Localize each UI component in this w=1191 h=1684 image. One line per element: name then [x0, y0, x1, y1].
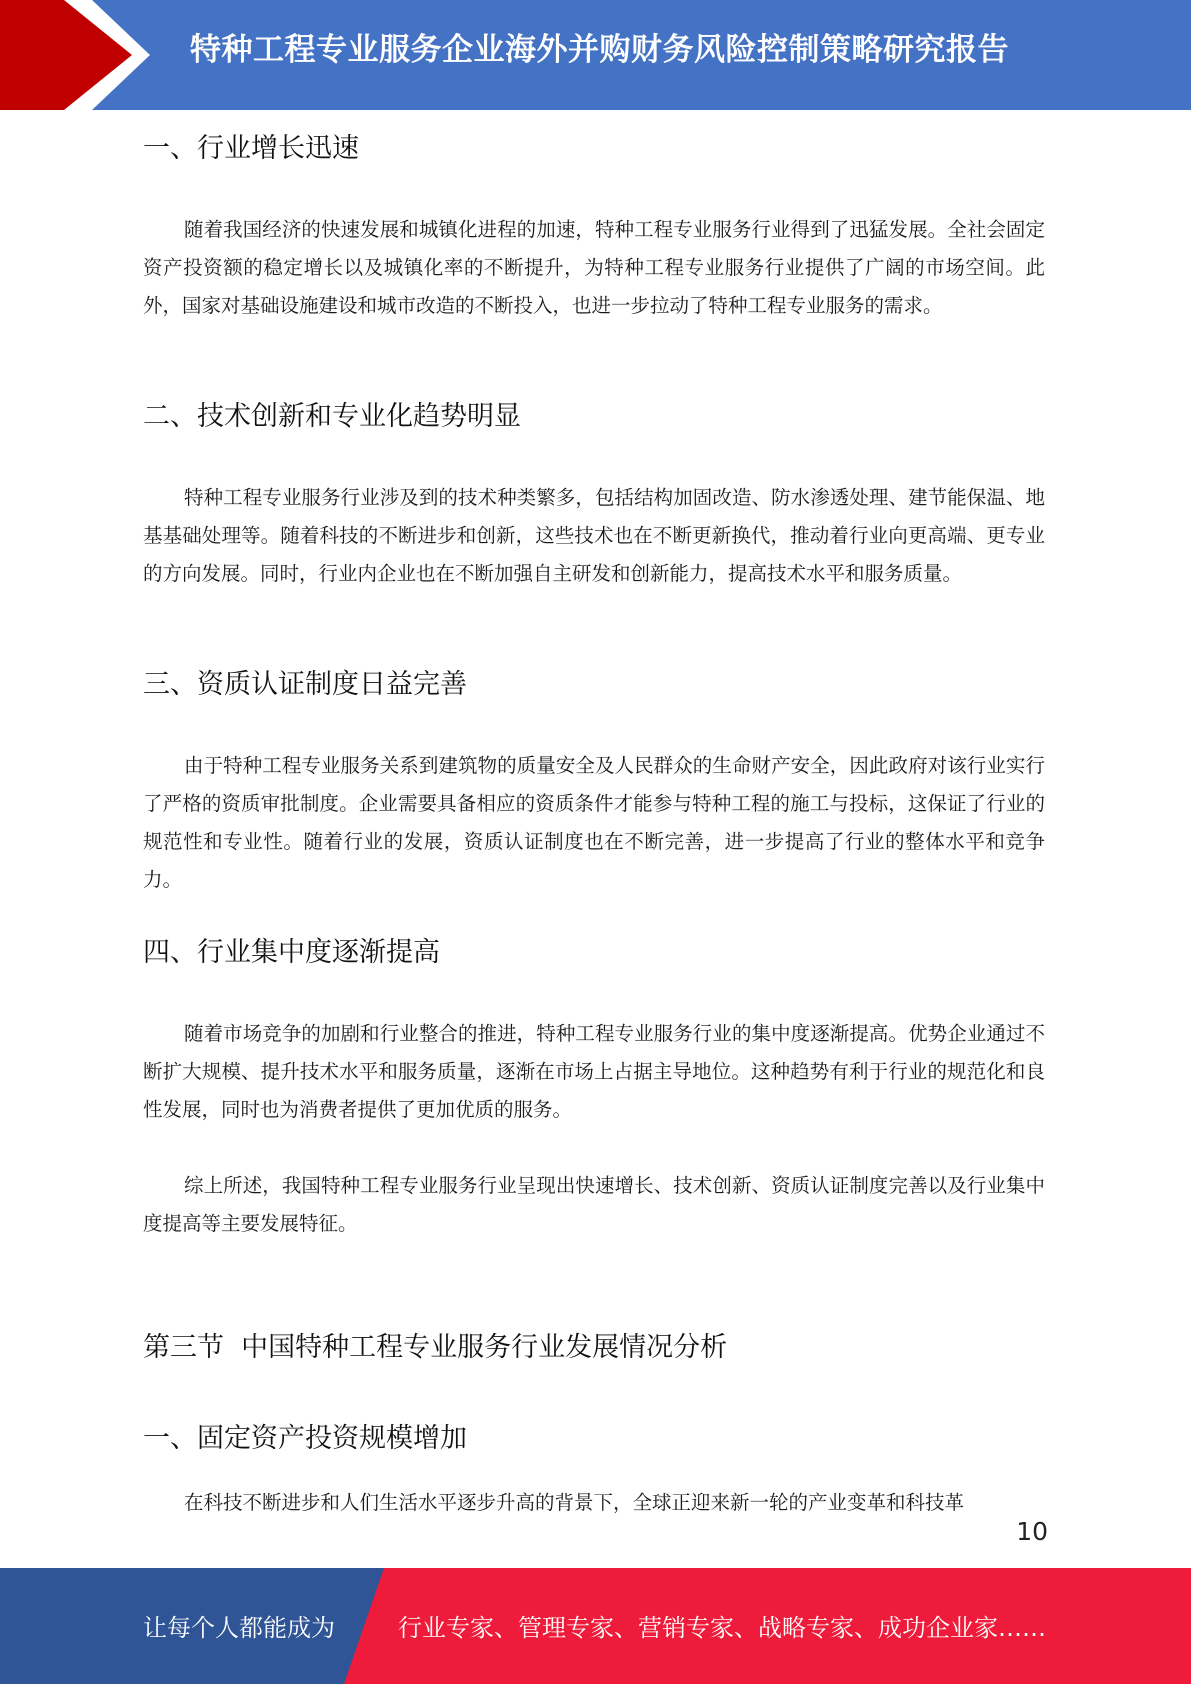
report-title: 特种工程专业服务企业海外并购财务风险控制策略研究报告 — [190, 32, 1009, 68]
summary-paragraph: 综上所述，我国特种工程专业服务行业呈现出快速增长、技术创新、资质认证制度完善以及行业集中度提高等主要发展特征。 — [143, 1174, 1045, 1235]
page-number: 10 — [1016, 1517, 1048, 1546]
section-paragraph-3: 由于特种工程专业服务关系到建筑物的质量安全及人民群众的生命财产安全，因此政府对该行业实行了严格的资质审批制度。企业需要具备相应的资质条件才能参与特种工程的施工与投标，这保证了行业的规范性和专业性。随着行业的发展，资质认证制度也在不断完善，进一步提高了行业的整体水平和竞争力。 — [143, 754, 1045, 891]
footer-slogan-left: 让每个人都能成为 — [143, 1614, 335, 1642]
header-banner — [0, 0, 1191, 110]
section-heading-1: 一、行业增长迅速 — [143, 133, 359, 164]
sub-section-heading: 一、固定资产投资规模增加 — [143, 1423, 467, 1454]
section-heading-3: 三、资质认证制度日益完善 — [143, 669, 467, 700]
sub-section-paragraph: 在科技不断进步和人们生活水平逐步升高的背景下，全球正迎来新一轮的产业变革和科技革 — [184, 1491, 965, 1514]
section-paragraph-4: 随着市场竞争的加剧和行业整合的推进，特种工程专业服务行业的集中度逐渐提高。优势企业通过不断扩大规模、提升技术水平和服务质量，逐渐在市场上占据主导地位。这种趋势有利于行业的规范化和良性发展，同时也为消费者提供了更加优质的服务。 — [143, 1022, 1045, 1121]
section-paragraph-2: 特种工程专业服务行业涉及到的技术种类繁多，包括结构加固改造、防水渗透处理、建节能保温、地基基础处理等。随着科技的不断进步和创新，这些技术也在不断更新换代，推动着行业向更高端、更专业的方向发展。同时，行业内企业也在不断加强自主研发和创新能力，提高技术水平和服务质量。 — [143, 486, 1045, 585]
footer-slogan-right: 行业专家、管理专家、营销专家、战略专家、成功企业家…… — [398, 1614, 1046, 1642]
section-heading-4: 四、行业集中度逐渐提高 — [143, 937, 440, 968]
chapter-section-title: 第三节 中国特种工程专业服务行业发展情况分析 — [143, 1332, 728, 1363]
footer-banner — [0, 1568, 1191, 1684]
header-chevron-red — [0, 0, 132, 110]
section-heading-2: 二、技术创新和专业化趋势明显 — [143, 401, 521, 432]
section-paragraph-1: 随着我国经济的快速发展和城镇化进程的加速，特种工程专业服务行业得到了迅猛发展。全社会固定资产投资额的稳定增长以及城镇化率的不断提升，为特种工程专业服务行业提供了广阔的市场空间。此外，国家对基础设施建设和城市改造的不断投入，也进一步拉动了特种工程专业服务的需求。 — [143, 218, 1045, 317]
